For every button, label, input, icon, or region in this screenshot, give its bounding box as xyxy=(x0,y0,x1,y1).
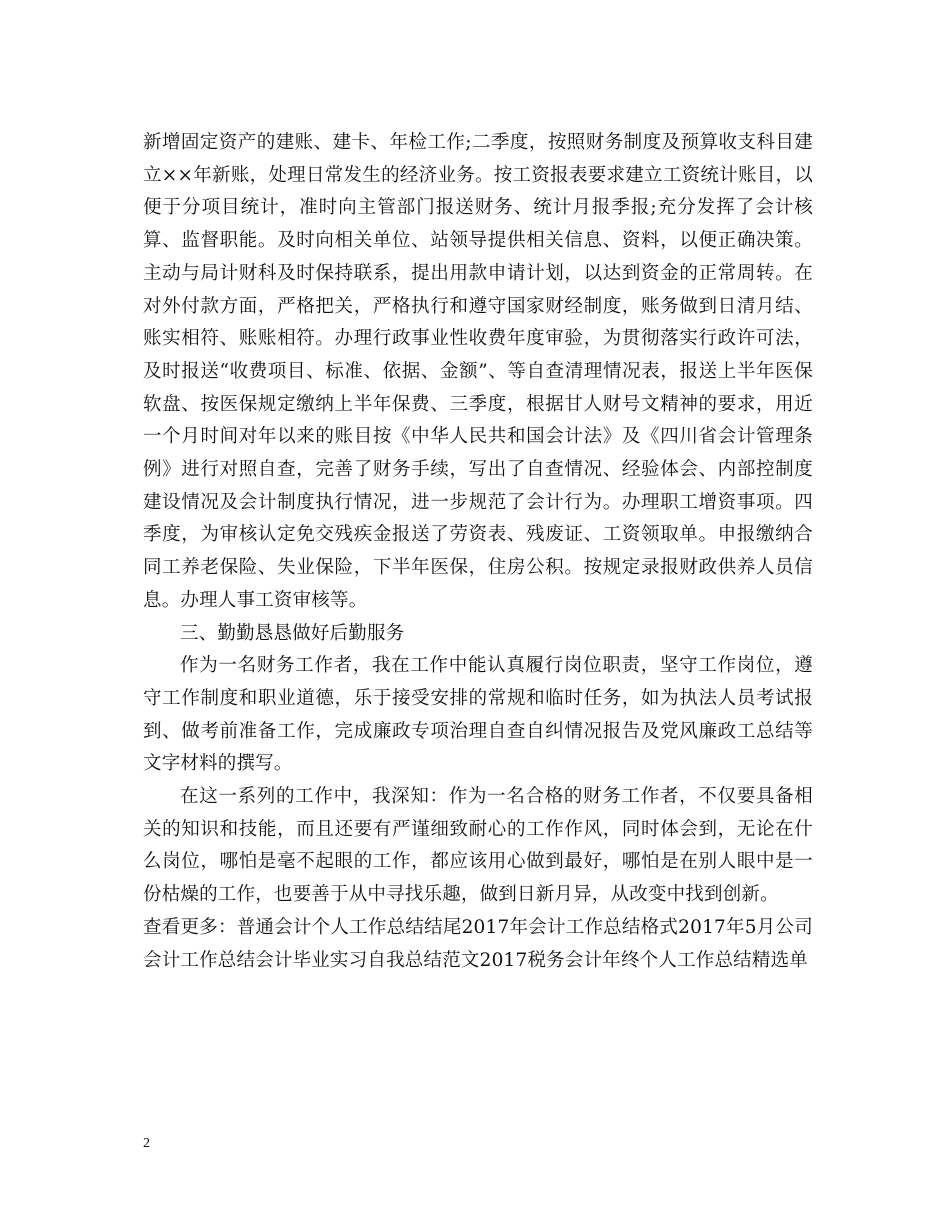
paragraph-duties: 作为一名财务工作者，我在工作中能认真履行岗位职责，坚守工作岗位，遵守工作制度和职业道德，乐于接受安排的常规和临时任务，如为执法人员考试报到、做考前准备工作，完成廉政专项治理自查自纠情况报告及党风廉政工总结等文字材料的撰写。 xyxy=(143,655,813,775)
paragraph-finance-work: 新增固定资产的建账、建卡、年检工作;二季度，按照财务制度及预算收支科目建立××年新账，处理日常发生的经济业务。按工资报表要求建立工资统计账目，以便于分项目统计，准时向主管部门报送财务、统计月报季报;充分发挥了会计核算、监督职能。及时向相关单位、站领导提供相关信息、资料，以便正确决策。主动与局计财科及时保持联系，提出用款申请计划，以达到资金的正常周转。在对外付款方面，严格把关，严格执行和遵守国家财经制度，账务做到日清月结、账实相符、账账相符。办理行政事业性收费年度审验，为贯彻落实行政许可法，及时报送“收费项目、标准、依据、金额”、等自查清理情况表，报送上半年医保软盘、按医保规定缴纳上半年保费、三季度，根据甘人财号文精神的要求，用近一个月时间对年以来的账目按《中华人民共和国会计法》及《四川省会计管理条例》进行对照自查，完善了财务手续，写出了自查情况、经验体会、内部控制度建设情况及会计制度执行情况，进一步规范了会计行为。办理职工增资事项。四季度，为审核认定免交残疾金报送了劳资表、残废证、工资领取单。申报缴纳合同工养老保险、失业保险，下半年医保，住房公积。按规定录报财政供养人员信息。办理人事工资审核等。 xyxy=(143,132,813,611)
section-heading: 三、勤勤恳恳做好后勤服务 xyxy=(180,622,405,644)
related-links-text[interactable]: 查看更多：普通会计个人工作总结结尾2017年会计工作总结格式2017年5月公司会计工作总结会计毕业实习自我总结范文2017税务会计年终个人工作总结精选单 xyxy=(143,916,813,971)
page-number: 2 xyxy=(143,1136,150,1151)
paragraph-reflection: 在这一系列的工作中，我深知：作为一名合格的财务工作者，不仅要具备相关的知识和技能，而且还要有严谨细致耐心的工作作风，同时体会到，无论在什么岗位，哪怕是毫不起眼的工作，都应该用心做到最好，哪怕是在别人眼中是一份枯燥的工作，也要善于从中寻找乐趣，做到日新月异，从改变中找到创新。 xyxy=(143,786,813,906)
document-body xyxy=(143,127,813,977)
